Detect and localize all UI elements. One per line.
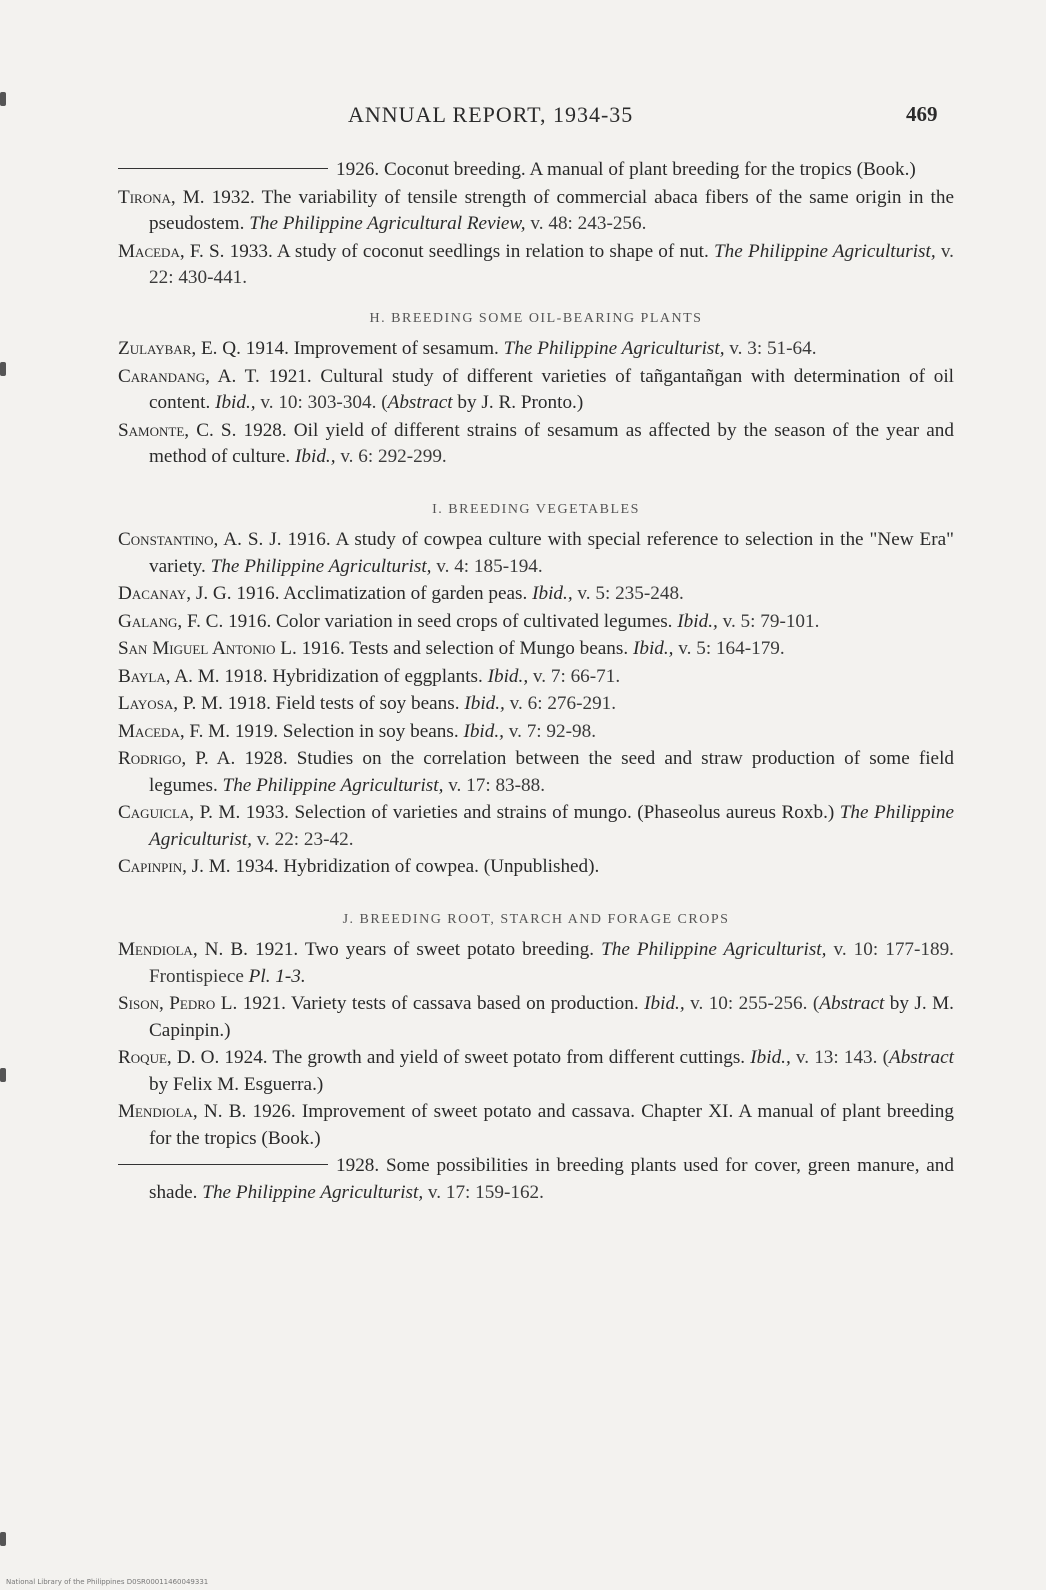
bibliography-entry [118, 664, 954, 691]
entry-journal: The Philippine Agriculturist, [149, 802, 954, 850]
entry-note: by J. R. Pronto.) [452, 392, 584, 413]
entry-author: Mendiola, N. B. [118, 939, 248, 960]
entry-reference: v. 17: 159-162. [423, 1181, 544, 1203]
bibliography-entry [118, 581, 954, 608]
entry-journal: The Philippine Agriculturist, [222, 774, 444, 796]
entry-reference: v. 13: 143. ( [790, 1047, 889, 1068]
entry-title: 1921. Two years of sweet potato breeding. [247, 939, 602, 960]
entry-reference: v. 22: 23-42. [251, 828, 354, 850]
entry-journal: Ibid., [464, 693, 505, 714]
entry-title: 1933. A study of coconut seedlings in relation to shape of nut. [224, 240, 714, 262]
section-heading-j: J. BREEDING ROOT, STARCH AND FORAGE CROPS [342, 911, 730, 927]
entry-author: Sison, Pedro L. [118, 993, 238, 1014]
entry-reference: v. 17: 83-88. [443, 774, 546, 796]
entry-author: Dacanay, J. G. [118, 583, 232, 604]
entry-title: 1924. The growth and yield of sweet potato from different cuttings. [219, 1047, 751, 1068]
entry-author: Samonte, C. S. [118, 419, 237, 441]
entry-reference: v. 10: 177-189. Frontispiece [149, 939, 954, 987]
entry-journal: Ibid., [215, 392, 256, 413]
bibliography-entry [118, 854, 954, 881]
entry-author: San Miguel Antonio L. [118, 638, 297, 659]
bibliography-entry [118, 185, 954, 238]
entry-note-italic: Abstract [387, 392, 453, 413]
entry-reference: v. 3: 51-64. [724, 338, 817, 359]
entry-journal: Ibid., [463, 720, 504, 742]
ditto-rule [118, 168, 328, 169]
entry-journal: Ibid., [677, 610, 718, 632]
section-j-entries [118, 937, 954, 1206]
entry-author: Galang, F. C. [118, 610, 224, 632]
entry-reference: v. 5: 164-179. [673, 638, 785, 659]
bibliography-entry [118, 364, 954, 417]
entry-reference: v. 22: 430-441. [149, 240, 954, 288]
entry-author: Roque, D. O. [118, 1047, 220, 1068]
entry-note-italic: Abstract [819, 993, 885, 1014]
entry-title: 1918. Hybridization of eggplants. [219, 665, 488, 687]
scan-credit: National Library of the Philippines D0SR00011460049331 [6, 1578, 209, 1586]
bibliography-entry [118, 691, 954, 718]
entry-reference: v. 4: 185-194. [431, 555, 543, 577]
entry-title: 1926. Coconut breeding. A manual of plant breeding for the tropics (Book.) [336, 159, 916, 180]
bibliography-entry [118, 1045, 954, 1098]
entry-journal: The Philippine Agricultural Review, [249, 213, 526, 234]
bibliography-entry [118, 1153, 954, 1206]
entry-reference: v. 5: 235-248. [572, 583, 684, 604]
entry-title: 1933. Selection of varieties and strains of mungo. (Phaseolus aureus Roxb.) [240, 802, 840, 823]
entry-note: by J. M. Capinpin.) [149, 993, 954, 1041]
bibliography-entry [118, 527, 954, 580]
bibliography-entry [118, 800, 954, 853]
entry-title: 1914. Improvement of sesamum. [240, 338, 504, 359]
bibliography-entry [118, 636, 954, 663]
entry-journal: The Philippine Agriculturist, [503, 338, 725, 359]
scan-edge-mark [0, 1068, 6, 1082]
entry-author: Layosa, P. M. [118, 693, 223, 714]
entry-journal: Ibid., [532, 583, 573, 604]
section-i-entries [118, 527, 954, 881]
entry-author: Capinpin, J. M. [118, 856, 231, 877]
entry-author: Zulaybar, E. Q. [118, 338, 241, 359]
bibliography-entry [118, 937, 954, 990]
entry-journal: Ibid., [750, 1047, 791, 1068]
entry-journal: The Philippine Agriculturist, [210, 555, 432, 577]
entry-author: Bayla, A. M. [118, 665, 220, 687]
entry-author: Maceda, F. S. [118, 240, 225, 262]
bibliography-body [118, 157, 954, 1207]
entry-title: 1926. Improvement of sweet potato and cassava. Chapter XI. A manual of plant breeding for the tropics (Book.) [149, 1101, 954, 1149]
entry-title: 1918. Field tests of soy beans. [222, 693, 465, 714]
entry-title: 1934. Hybridization of cowpea. (Unpublished). [230, 856, 600, 877]
entry-note: by Felix M. Esguerra.) [149, 1073, 324, 1095]
entry-author: Constantino, A. S. J. [118, 529, 282, 550]
page-number: 469 [906, 102, 938, 126]
section-heading-h: H. BREEDING SOME OIL-BEARING PLANTS [369, 310, 703, 326]
entry-author: Tirona, M. [118, 186, 205, 208]
ditto-rule [118, 1164, 328, 1165]
bibliography-entry [118, 609, 954, 636]
entry-title: 1916. A study of cowpea culture with special reference to selection in the "New Era" variety. [149, 529, 954, 577]
entry-reference: v. 7: 92-98. [503, 720, 596, 742]
section-heading-i: I. BREEDING VEGETABLES [432, 501, 640, 517]
entry-reference: v. 10: 255-256. ( [684, 993, 820, 1014]
entry-journal: Ibid., [644, 993, 685, 1014]
entry-reference: v. 6: 292-299. [335, 446, 447, 467]
entry-title: 1919. Selection in soy beans. [230, 720, 464, 742]
entry-author: Caguicla, P. M. [118, 802, 241, 823]
entry-reference: v. 5: 79-101. [717, 610, 820, 632]
bibliography-entry [118, 1099, 954, 1152]
entry-title: 1928. Studies on the correlation between the seed and straw production of some field legumes. [149, 748, 954, 796]
entry-title: 1921. Cultural study of different varieties of tañgantañgan with determination of oil content. [149, 365, 954, 413]
entry-author: Carandang, A. T. [118, 365, 260, 387]
entry-reference: v. 48: 243-256. [525, 213, 647, 234]
entry-journal: The Philippine Agriculturist, [601, 939, 827, 960]
entry-title: 1916. Color variation in seed crops of cultivated legumes. [223, 610, 678, 632]
entry-journal: Ibid., [487, 665, 529, 687]
entry-journal: The Philippine Agriculturist, [202, 1181, 424, 1203]
entry-author: Maceda, F. M. [118, 720, 231, 742]
bibliography-entry [118, 746, 954, 799]
top-entries [118, 157, 954, 292]
bibliography-entry [118, 239, 954, 292]
bibliography-entry [118, 418, 954, 471]
entry-title: 1928. Some possibilities in breeding plants used for cover, green manure, and shade. [149, 1155, 954, 1203]
entry-reference: v. 6: 276-291. [504, 693, 617, 714]
bibliography-entry [118, 719, 954, 746]
scan-edge-mark [0, 362, 6, 376]
entry-title: 1916. Acclimatization of garden peas. [231, 583, 533, 604]
bibliography-entry [118, 336, 954, 363]
entry-author: Rodrigo, P. A. [118, 748, 236, 769]
entry-journal: Ibid., [295, 446, 336, 467]
section-h-entries [118, 336, 954, 471]
entry-reference: v. 10: 303-304. ( [255, 392, 388, 413]
bibliography-entry [118, 157, 954, 184]
entry-journal: The Philippine Agriculturist, [714, 240, 936, 262]
page-header [0, 98, 1046, 138]
entry-author: Mendiola, N. B. [118, 1101, 247, 1122]
entry-reference: v. 7: 66-71. [528, 665, 621, 687]
scan-edge-mark [0, 1532, 6, 1546]
entry-title: 1928. Oil yield of different strains of sesamum as affected by the season of the year and method of culture. [149, 419, 954, 467]
entry-title: 1932. The variability of tensile strength of commercial abaca fibers of the same origin in the pseudostem. [149, 186, 954, 234]
running-head: ANNUAL REPORT, 1934-35 [348, 102, 634, 127]
entry-title: 1916. Tests and selection of Mungo beans. [296, 638, 633, 659]
bibliography-entry [118, 991, 954, 1044]
entry-title: 1921. Variety tests of cassava based on production. [237, 993, 645, 1014]
entry-note-italic: Pl. 1-3. [248, 965, 306, 987]
entry-note-italic: Abstract [888, 1047, 954, 1068]
entry-journal: Ibid., [632, 638, 674, 659]
